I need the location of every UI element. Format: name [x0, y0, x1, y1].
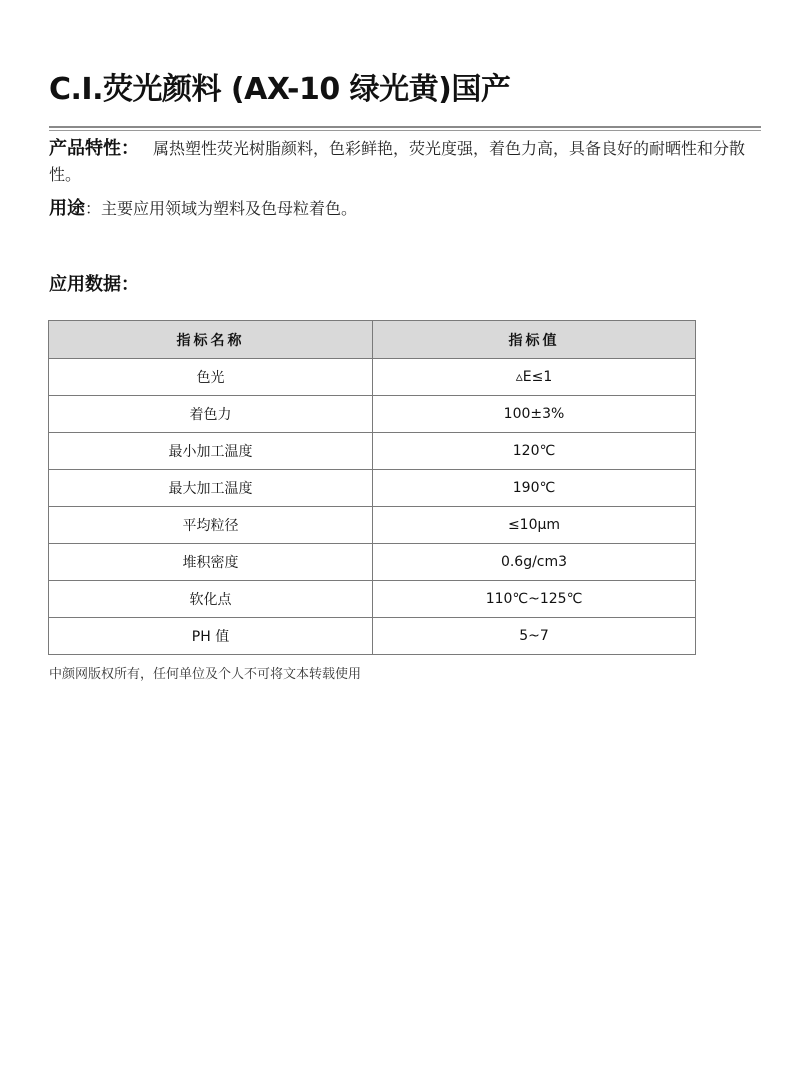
product-properties: [49, 136, 761, 188]
row-name: 平均粒径: [49, 507, 373, 544]
table-row: [49, 359, 696, 396]
row-name: PH 值: [49, 618, 373, 655]
row-name: 着色力: [49, 396, 373, 433]
row-value: 5~7: [373, 618, 696, 655]
row-name: 最大加工温度: [49, 470, 373, 507]
header-indicator-value: 指标值: [373, 321, 696, 359]
row-value: 0.6g/cm3: [373, 544, 696, 581]
table-header-row: [49, 321, 696, 359]
title-divider-thin: [49, 130, 761, 131]
page-title: C.I.荧光颜料 (AX-10 绿光黄)国产: [49, 72, 511, 107]
row-value: 110℃~125℃: [373, 581, 696, 618]
row-value: 120℃: [373, 433, 696, 470]
usage-label: 用途: [49, 198, 85, 219]
section-title: 应用数据：: [49, 274, 139, 295]
table-row: [49, 581, 696, 618]
row-value: 100±3%: [373, 396, 696, 433]
properties-text: 属热塑性荧光树脂颜料，色彩鲜艳，荧光度强，着色力高，具备良好的耐晒性和分散性。: [49, 139, 746, 184]
table-row: [49, 618, 696, 655]
table-row: [49, 507, 696, 544]
table-row: [49, 396, 696, 433]
row-value: 190℃: [373, 470, 696, 507]
table-row: [49, 433, 696, 470]
header-indicator-name: 指标名称: [49, 321, 373, 359]
row-name: 软化点: [49, 581, 373, 618]
title-divider: [49, 126, 761, 128]
row-name: 堆积密度: [49, 544, 373, 581]
properties-label: 产品特性：: [49, 138, 139, 159]
table-row: [49, 544, 696, 581]
table-row: [49, 470, 696, 507]
row-name: 色光: [49, 359, 373, 396]
usage-text: ：主要应用领域为塑料及色母粒着色。: [85, 199, 358, 218]
spec-table: [48, 320, 696, 655]
copyright-notice: 中颜网版权所有，任何单位及个人不可将文本转载使用: [49, 667, 362, 682]
row-name: 最小加工温度: [49, 433, 373, 470]
row-value: ▵E≤1: [373, 359, 696, 396]
row-value: ≤10μm: [373, 507, 696, 544]
usage: [49, 196, 761, 222]
